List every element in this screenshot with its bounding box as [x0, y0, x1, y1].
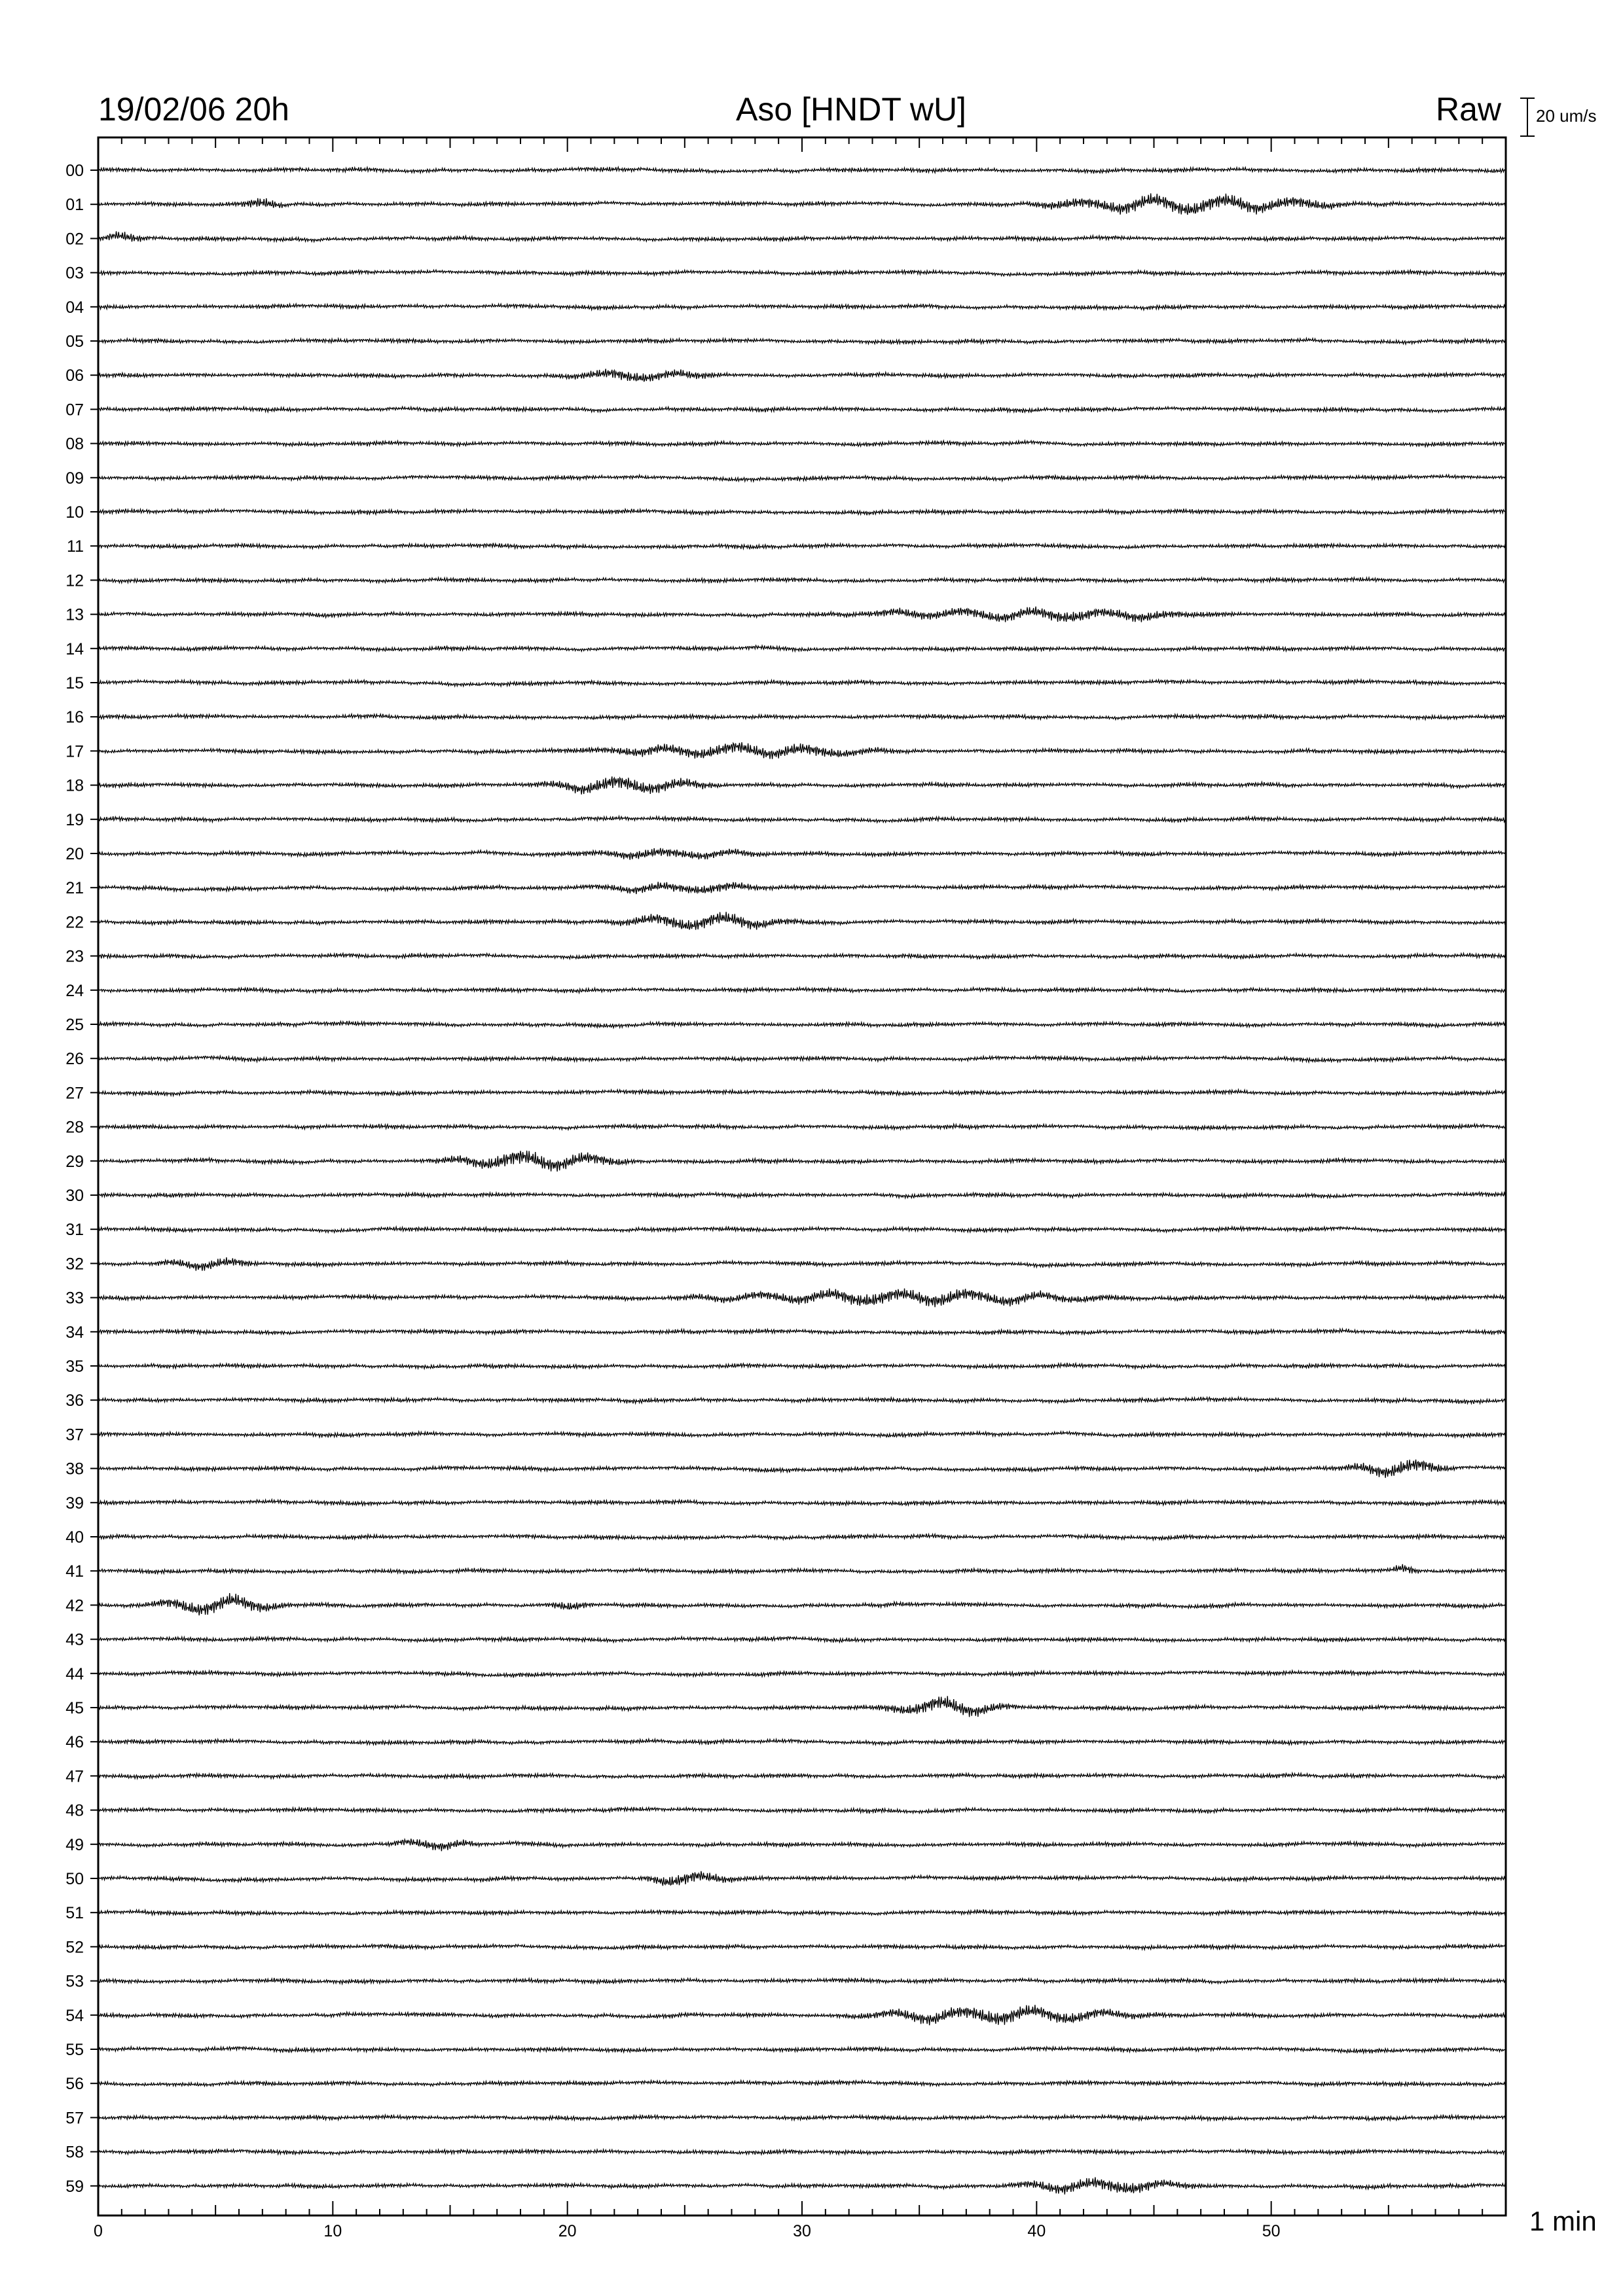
trace-row-15 [98, 679, 1506, 686]
trace-row-13 [98, 607, 1506, 622]
x-tick-label-10: 10 [323, 2222, 342, 2240]
row-label-31: 31 [65, 1221, 84, 1240]
row-label-29: 29 [65, 1152, 84, 1171]
row-label-55: 55 [65, 2041, 84, 2059]
trace-row-23 [98, 953, 1506, 960]
x-tick-label-50: 50 [1262, 2222, 1281, 2240]
trace-row-07 [98, 406, 1506, 413]
trace-row-10 [98, 509, 1506, 515]
row-label-36: 36 [65, 1391, 84, 1410]
trace-row-26 [98, 1056, 1506, 1062]
row-label-35: 35 [65, 1357, 84, 1376]
row-label-08: 08 [65, 435, 84, 454]
row-label-25: 25 [65, 1016, 84, 1034]
row-label-46: 46 [65, 1733, 84, 1752]
trace-row-04 [98, 304, 1506, 310]
amplitude-scale-label: 20 um/s [1536, 106, 1597, 126]
row-label-58: 58 [65, 2143, 84, 2162]
seismic-traces [98, 167, 1506, 2195]
trace-row-45 [98, 1696, 1506, 1717]
trace-row-05 [98, 338, 1506, 344]
row-label-10: 10 [65, 503, 84, 522]
trace-row-11 [98, 543, 1506, 549]
row-label-17: 17 [65, 742, 84, 761]
row-label-23: 23 [65, 947, 84, 966]
row-label-09: 09 [65, 469, 84, 488]
trace-row-08 [98, 440, 1506, 446]
trace-row-41 [98, 1564, 1506, 1574]
x-tick-label-0: 0 [94, 2222, 103, 2240]
trace-row-00 [98, 167, 1506, 173]
row-label-11: 11 [67, 537, 84, 556]
trace-row-19 [98, 816, 1506, 823]
row-label-52: 52 [65, 1938, 84, 1957]
row-label-14: 14 [65, 639, 84, 658]
trace-row-30 [98, 1192, 1506, 1198]
x-axis-ticks [94, 137, 1506, 2240]
row-label-43: 43 [65, 1630, 84, 1649]
row-label-44: 44 [65, 1664, 84, 1683]
trace-row-24 [98, 988, 1506, 994]
row-label-48: 48 [65, 1801, 84, 1820]
row-label-03: 03 [65, 264, 84, 283]
trace-row-14 [98, 645, 1506, 651]
trace-row-32 [98, 1257, 1506, 1271]
row-label-28: 28 [65, 1118, 84, 1137]
trace-row-17 [98, 742, 1506, 759]
row-label-07: 07 [65, 401, 84, 420]
trace-row-56 [98, 2081, 1506, 2087]
trace-row-49 [98, 1839, 1506, 1851]
trace-row-12 [98, 577, 1506, 583]
row-label-37: 37 [65, 1426, 84, 1444]
row-label-53: 53 [65, 1972, 84, 1991]
row-label-00: 00 [65, 162, 84, 180]
trace-row-44 [98, 1670, 1506, 1678]
trace-row-01 [98, 193, 1506, 215]
row-labels [65, 162, 98, 2196]
row-label-27: 27 [65, 1084, 84, 1103]
trace-row-48 [98, 1807, 1506, 1814]
row-label-45: 45 [65, 1699, 84, 1717]
station-title: Aso [HNDT wU] [736, 91, 966, 128]
trace-row-43 [98, 1636, 1506, 1642]
trace-row-51 [98, 1909, 1506, 1915]
row-label-49: 49 [65, 1835, 84, 1854]
row-label-16: 16 [65, 708, 84, 727]
row-label-56: 56 [65, 2075, 84, 2094]
trace-row-34 [98, 1329, 1506, 1335]
trace-row-18 [98, 776, 1506, 794]
trace-row-09 [98, 475, 1506, 481]
row-label-02: 02 [65, 230, 84, 249]
trace-row-28 [98, 1124, 1506, 1130]
trace-row-58 [98, 2149, 1506, 2155]
row-label-47: 47 [65, 1767, 84, 1786]
row-label-50: 50 [65, 1870, 84, 1888]
trace-row-25 [98, 1021, 1506, 1028]
trace-row-21 [98, 882, 1506, 894]
trace-row-33 [98, 1289, 1506, 1308]
trace-row-29 [98, 1151, 1506, 1172]
row-label-19: 19 [65, 810, 84, 829]
row-label-42: 42 [65, 1596, 84, 1615]
trace-row-50 [98, 1871, 1506, 1886]
trace-row-31 [98, 1227, 1506, 1233]
row-label-57: 57 [65, 2109, 84, 2128]
row-label-21: 21 [65, 879, 84, 898]
trace-row-38 [98, 1460, 1506, 1478]
row-label-38: 38 [65, 1460, 84, 1479]
trace-row-47 [98, 1773, 1506, 1779]
trace-row-02 [98, 231, 1506, 242]
row-label-54: 54 [65, 2006, 84, 2025]
trace-row-57 [98, 2115, 1506, 2121]
row-label-22: 22 [65, 913, 84, 932]
row-label-13: 13 [65, 605, 84, 624]
trace-row-53 [98, 1978, 1506, 1984]
x-tick-label-20: 20 [558, 2222, 577, 2240]
trace-row-59 [98, 2178, 1506, 2195]
row-label-40: 40 [65, 1528, 84, 1547]
trace-row-22 [98, 912, 1506, 929]
plot-frame [98, 137, 1506, 2215]
trace-row-55 [98, 2047, 1506, 2053]
x-tick-label-30: 30 [793, 2222, 811, 2240]
x-tick-label-40: 40 [1027, 2222, 1046, 2240]
trace-row-46 [98, 1739, 1506, 1746]
trace-row-36 [98, 1397, 1506, 1404]
row-label-32: 32 [65, 1255, 84, 1274]
trace-row-37 [98, 1431, 1506, 1437]
trace-row-52 [98, 1944, 1506, 1950]
row-label-51: 51 [65, 1904, 84, 1923]
trace-row-16 [98, 714, 1506, 720]
amplitude-scale-bar [1520, 98, 1535, 136]
trace-row-35 [98, 1363, 1506, 1369]
trace-row-40 [98, 1534, 1506, 1540]
row-label-15: 15 [65, 674, 84, 692]
row-label-06: 06 [65, 367, 84, 386]
x-axis-unit-label: 1 min [1529, 2206, 1597, 2236]
trace-row-54 [98, 2005, 1506, 2025]
row-label-39: 39 [65, 1494, 84, 1513]
row-label-41: 41 [65, 1562, 84, 1581]
trace-row-39 [98, 1499, 1506, 1506]
trace-row-27 [98, 1090, 1506, 1096]
row-label-24: 24 [65, 981, 84, 1000]
row-label-12: 12 [65, 571, 84, 590]
row-label-01: 01 [65, 196, 84, 215]
row-label-33: 33 [65, 1289, 84, 1308]
trace-row-03 [98, 270, 1506, 276]
trace-row-20 [98, 848, 1506, 860]
row-label-04: 04 [65, 298, 84, 317]
filter-mode-label: Raw [1435, 91, 1501, 128]
row-label-26: 26 [65, 1050, 84, 1069]
row-label-20: 20 [65, 845, 84, 863]
trace-row-42 [98, 1593, 1506, 1615]
row-label-59: 59 [65, 2177, 84, 2196]
trace-row-06 [98, 369, 1506, 382]
row-label-34: 34 [65, 1323, 84, 1342]
row-label-18: 18 [65, 776, 84, 795]
date-hour-label: 19/02/06 20h [98, 91, 289, 128]
row-label-30: 30 [65, 1187, 84, 1205]
row-label-05: 05 [65, 332, 84, 351]
